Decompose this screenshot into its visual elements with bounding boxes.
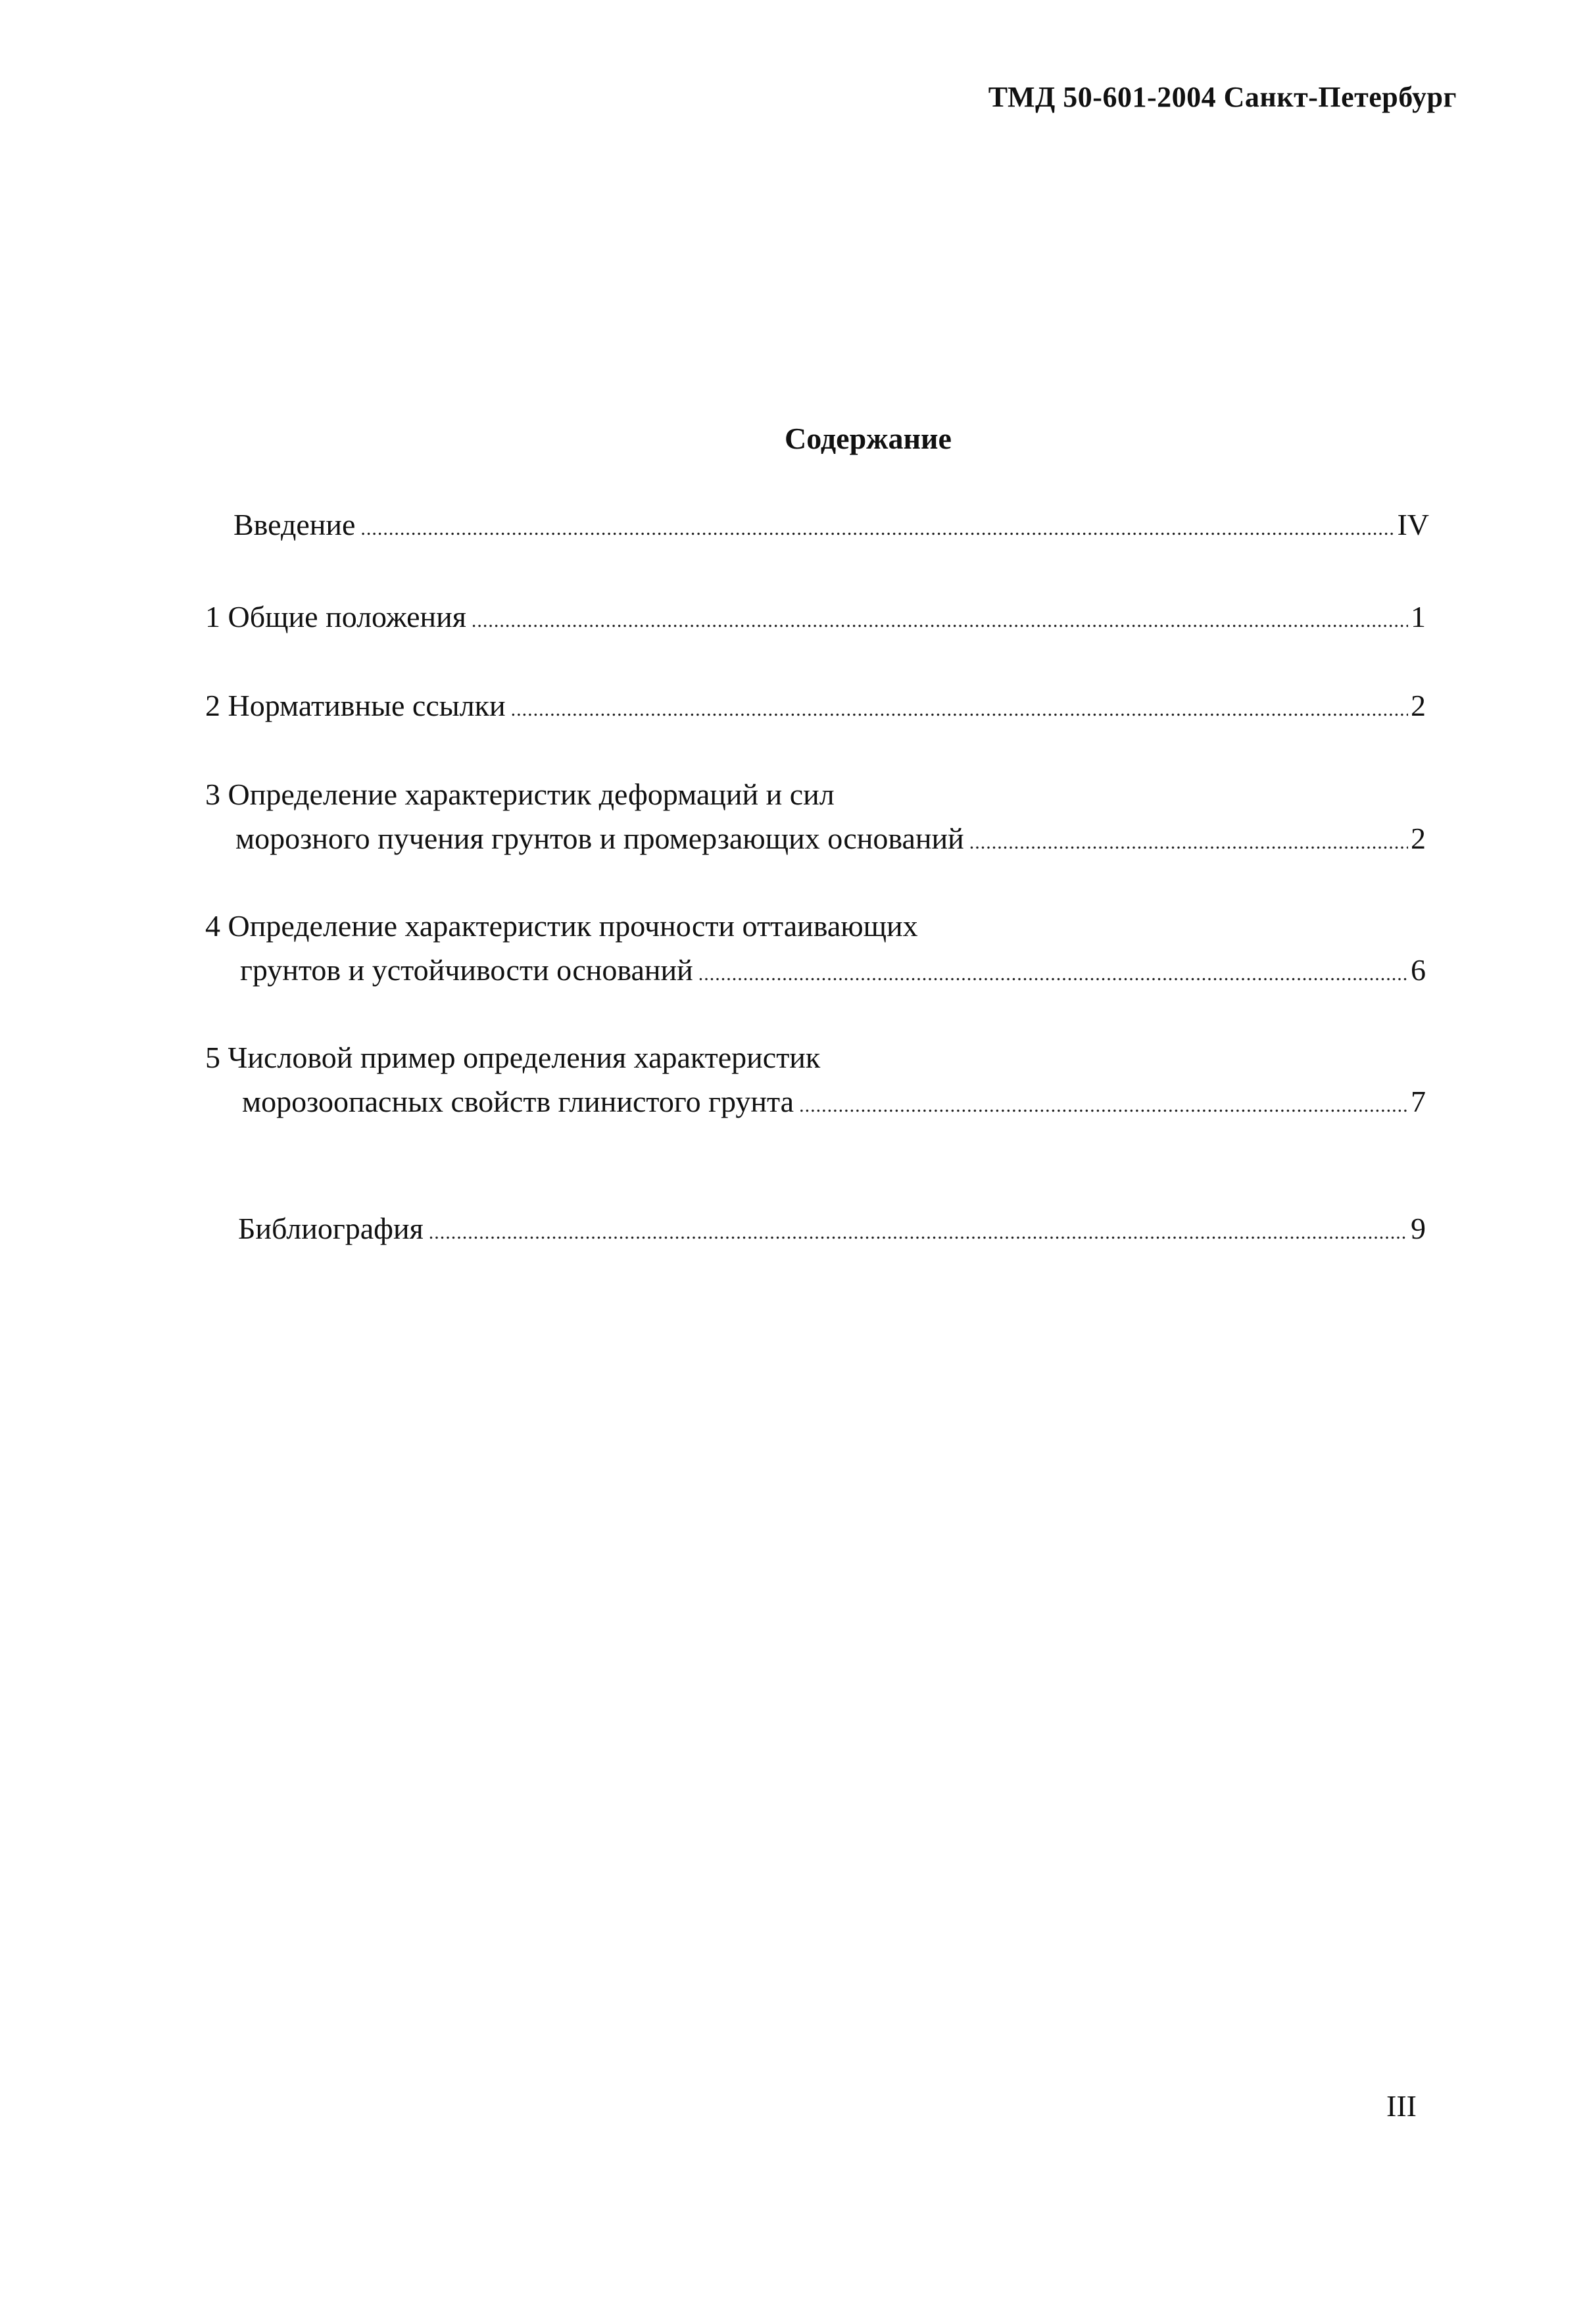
toc-entry-bibliography[interactable] — [238, 1210, 1426, 1251]
toc-leader-dots — [799, 1087, 1408, 1124]
toc-entry-section-4[interactable] — [240, 952, 1426, 993]
toc-leader-dots — [698, 956, 1408, 993]
toc-leader-dots — [360, 510, 1394, 547]
document-code-header: ТМД 50-601-2004 Санкт-Петербург — [988, 81, 1457, 113]
toc-entry-section-4-line1[interactable]: 4 Определение характеристик прочности оттаивающих — [205, 909, 918, 943]
toc-leader-dots — [969, 824, 1408, 861]
toc-entry-text: 2 Нормативные ссылки — [205, 689, 506, 722]
page-number: III — [1386, 2089, 1417, 2123]
toc-leader-dots — [511, 691, 1408, 728]
toc-entry-text: грунтов и устойчивости оснований — [240, 953, 693, 987]
toc-leader-dots — [472, 603, 1408, 639]
toc-entry-page: 2 — [1411, 689, 1426, 722]
toc-entry-section-2[interactable] — [205, 687, 1426, 728]
toc-entry-text: Библиография — [238, 1212, 424, 1245]
toc-entry-page: IV — [1397, 508, 1429, 541]
toc-entry-section-3-line1[interactable]: 3 Определение характеристик деформаций и сил — [205, 778, 835, 811]
toc-entry-section-3[interactable] — [235, 820, 1426, 861]
toc-entry-page: 2 — [1411, 822, 1426, 855]
toc-entry-page: 6 — [1411, 953, 1426, 987]
toc-entry-text: Введение — [233, 508, 356, 541]
toc-entry-text: морозного пучения грунтов и промерзающих оснований — [235, 822, 964, 855]
toc-entry-section-5-line1[interactable]: 5 Числовой пример определения характеристик — [205, 1041, 821, 1074]
toc-entry-text: 1 Общие положения — [205, 600, 466, 633]
toc-entry-section-1[interactable] — [205, 599, 1426, 639]
toc-entry-text: морозоопасных свойств глинистого грунта — [242, 1085, 794, 1118]
toc-entry-introduction[interactable] — [233, 507, 1429, 547]
toc-entry-page: 7 — [1411, 1085, 1426, 1118]
toc-entry-section-5[interactable] — [242, 1083, 1426, 1124]
toc-entry-page: 1 — [1411, 600, 1426, 633]
toc-title: Содержание — [785, 422, 952, 455]
toc-leader-dots — [429, 1214, 1408, 1251]
toc-entry-page: 9 — [1411, 1212, 1426, 1245]
